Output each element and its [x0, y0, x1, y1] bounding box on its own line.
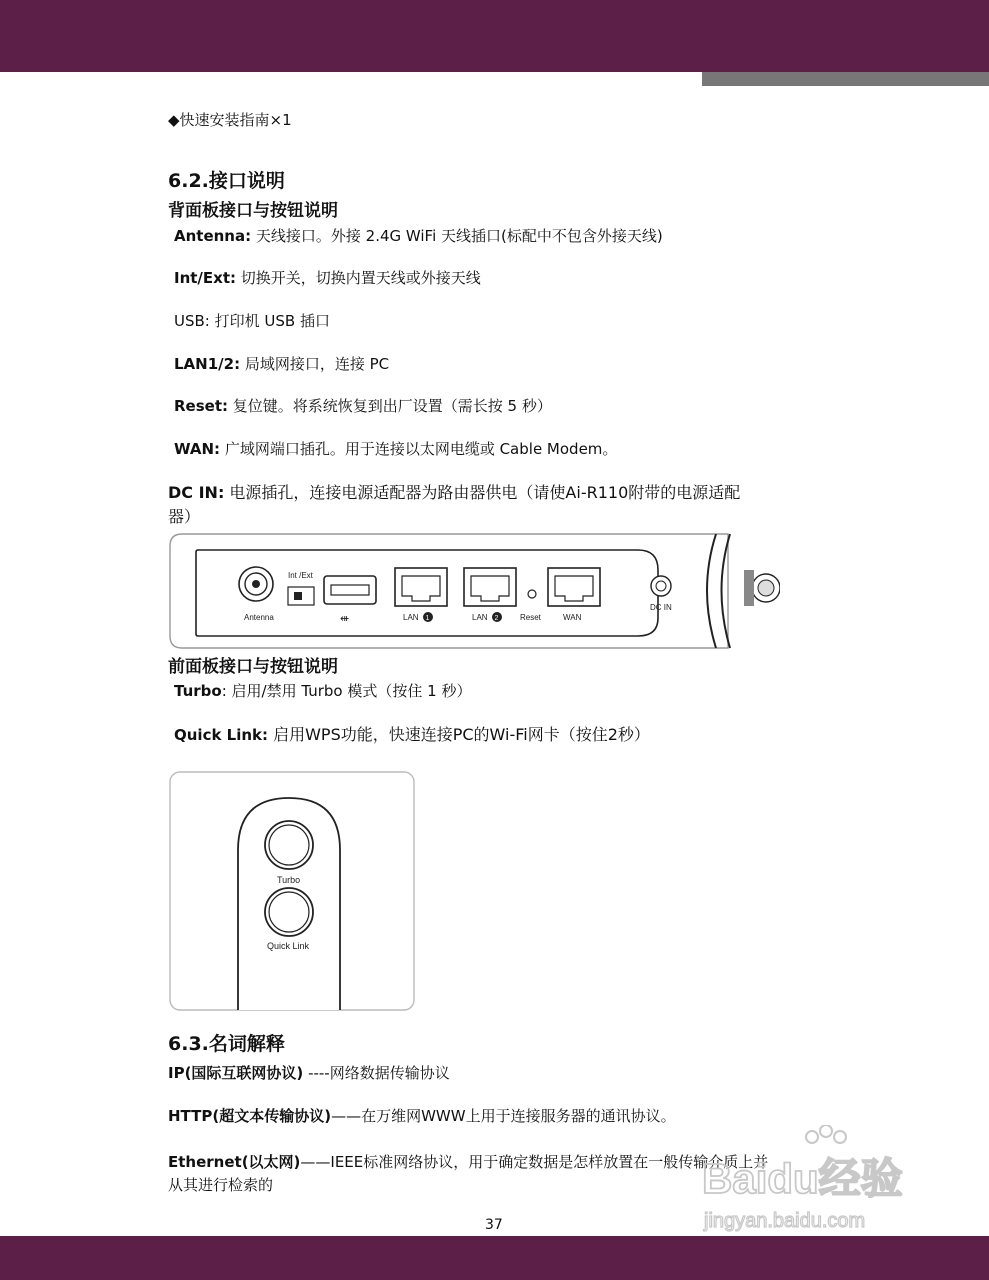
desc: 切换开关，切换内置天线或外接天线: [236, 269, 481, 287]
label-wan: WAN: [563, 613, 582, 622]
term: LAN1/2:: [174, 355, 241, 373]
desc: 局域网接口，连接 PC: [240, 355, 390, 373]
term: DC IN:: [168, 483, 225, 502]
usb-symbol-icon: ⇺: [340, 612, 350, 625]
rear-item-lan: [174, 355, 389, 373]
section-6-3-title: 6.3.名词解释: [168, 1033, 285, 1055]
term: Antenna:: [174, 227, 252, 245]
desc: ——在万维网WWW上用于连接服务器的通讯协议。: [331, 1107, 676, 1125]
page-number: 37: [485, 1217, 503, 1233]
term: Quick Link:: [174, 726, 269, 744]
label-lan1: LAN: [403, 613, 419, 622]
term-http: [168, 1107, 676, 1125]
header-gray-rule: [702, 72, 989, 86]
label-reset: Reset: [520, 613, 541, 622]
reset-button-icon: [528, 590, 536, 598]
desc: ----网络数据传输协议: [303, 1064, 450, 1082]
label-dcin: DC IN: [650, 603, 672, 612]
dcin-line-1: [168, 482, 740, 504]
section-6-2-title: 6.2.接口说明: [168, 170, 285, 192]
label-lan1-num: 1: [425, 615, 430, 622]
watermark-line1: Baidu经验: [702, 1155, 903, 1202]
rear-panel-image: [168, 530, 780, 652]
term: IP(国际互联网协议): [168, 1064, 304, 1082]
term-ethernet-line2: 从其进行检索的: [168, 1176, 274, 1194]
header-band: [0, 0, 989, 72]
intro-line: ◆快速安装指南×1: [168, 111, 292, 129]
term: Reset:: [174, 397, 228, 415]
term-ip: [168, 1064, 450, 1082]
dcin-line-2: 器）: [168, 507, 201, 526]
desc: 天线接口。外接 2.4G WiFi 天线插口(标配中不包含外接天线): [251, 227, 663, 245]
front-panel-image: [168, 770, 416, 1012]
footer-band: [0, 1236, 989, 1280]
rear-panel-heading: 背面板接口与按钮说明: [168, 201, 338, 221]
desc: 电源插孔，连接电源适配器为路由器供电（请使Ai-R110附带的电源适配: [224, 483, 741, 502]
label-antenna: Antenna: [244, 613, 274, 622]
desc: : 启用/禁用 Turbo 模式（按住 1 秒）: [221, 682, 472, 700]
watermark-line2: jingyan.baidu.com: [704, 1210, 866, 1232]
label-turbo: Turbo: [277, 875, 301, 885]
rear-item-usb: [174, 312, 330, 330]
baidu-watermark: [700, 1125, 940, 1235]
label-lan2: LAN: [472, 613, 488, 622]
rear-item-antenna: [174, 227, 663, 245]
rear-item-wan: [174, 440, 617, 458]
rear-item-reset: [174, 397, 552, 415]
label-int-ext: Int /Ext: [288, 571, 313, 580]
label-lan2-num: 2: [494, 615, 499, 622]
term: Int/Ext:: [174, 269, 236, 287]
desc: USB: 打印机 USB 插口: [174, 312, 330, 330]
front-item-quick-link: [174, 724, 650, 746]
front-item-turbo: [174, 682, 471, 700]
desc: 启用WPS功能，快速连接PC的Wi-Fi网卡（按住2秒）: [268, 725, 650, 744]
rear-item-intext: [174, 269, 481, 287]
desc: 复位键。将系统恢复到出厂设置（需长按 5 秒）: [228, 397, 552, 415]
term: HTTP(超文本传输协议): [168, 1107, 332, 1125]
term: Turbo: [174, 682, 222, 700]
term-ethernet: [168, 1153, 768, 1171]
label-quick-link: Quick Link: [267, 941, 310, 951]
term: WAN:: [174, 440, 221, 458]
front-panel-heading: 前面板接口与按钮说明: [168, 657, 338, 677]
term: Ethernet(以太网): [168, 1153, 301, 1171]
desc: 广域网端口插孔。用于连接以太网电缆或 Cable Modem。: [220, 440, 618, 458]
desc: ——IEEE标准网络协议，用于确定数据是怎样放置在一般传输介质上并: [300, 1153, 769, 1171]
